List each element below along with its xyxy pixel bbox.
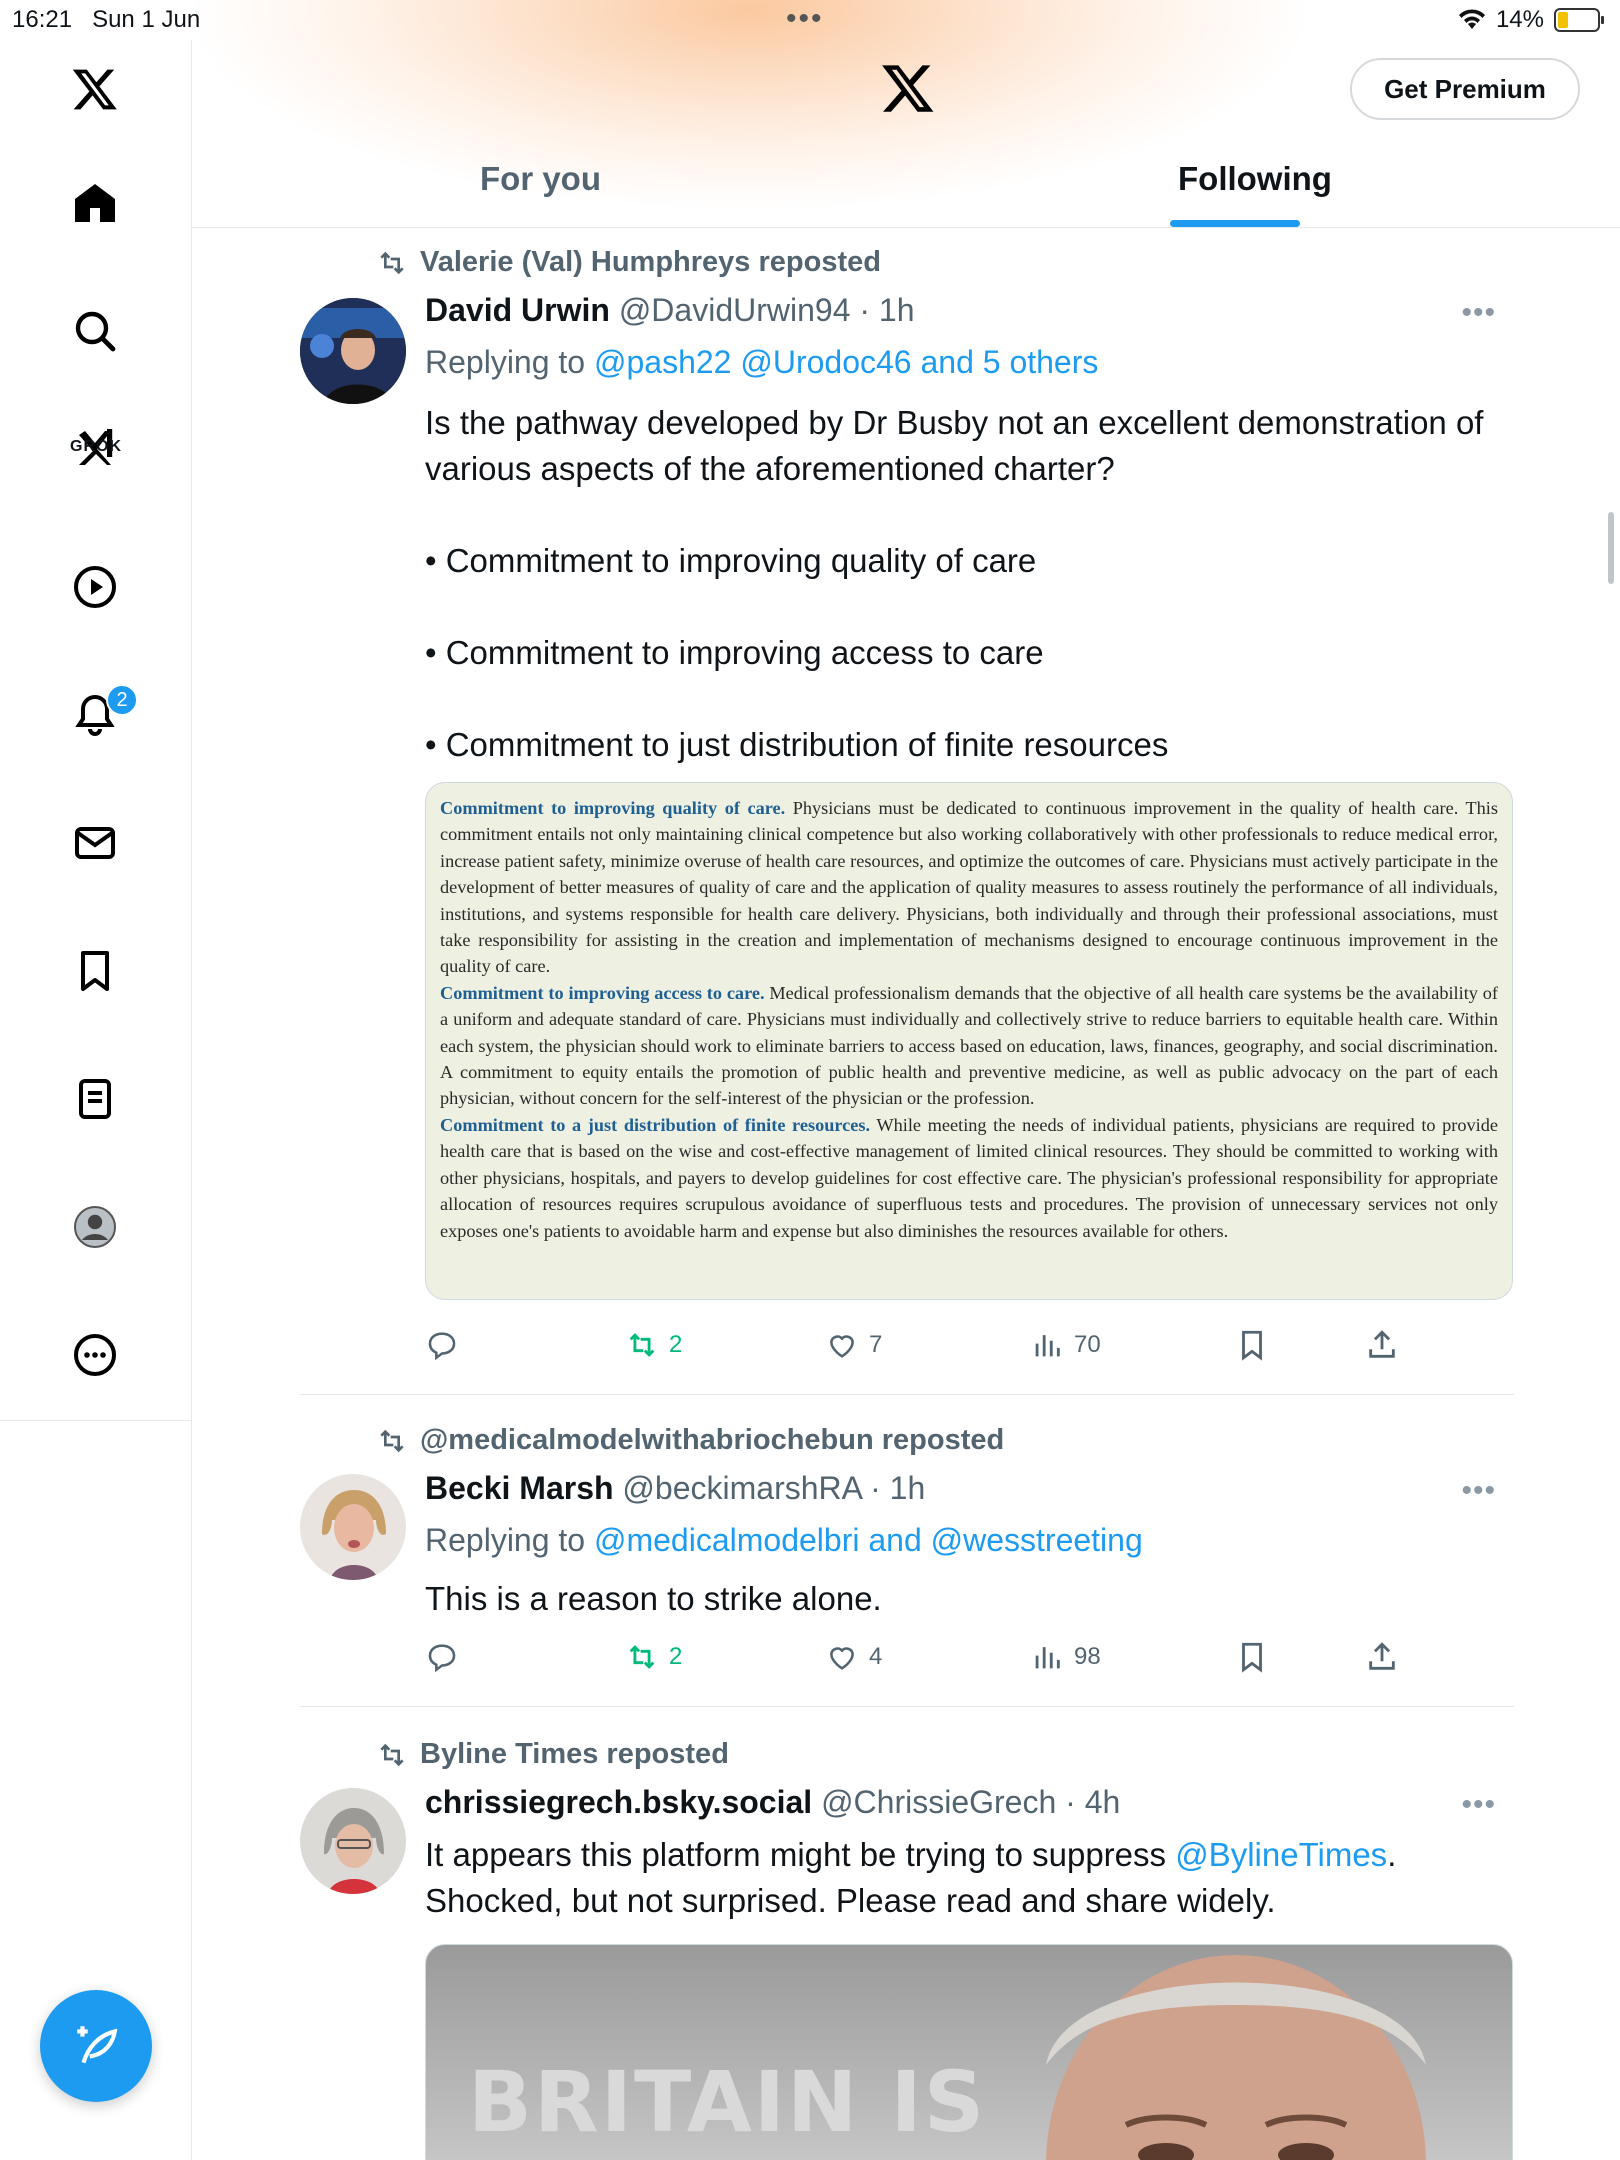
author-line [425, 1470, 925, 1507]
search-icon[interactable] [66, 302, 124, 360]
post-image[interactable] [425, 1944, 1513, 2160]
author-line [425, 292, 915, 329]
author-handle-time[interactable]: @ChrissieGrech · 4h [821, 1784, 1121, 1820]
x-logo-icon[interactable] [66, 60, 124, 118]
like-button[interactable] [825, 1640, 882, 1674]
share-icon [1365, 1640, 1399, 1674]
bullet-item: • Commitment to improving access to care [425, 634, 1044, 671]
tab-following[interactable]: Following [1178, 160, 1332, 197]
status-time: 16:21 Sun 1 Jun [12, 6, 201, 33]
repost-indicator [376, 1424, 1004, 1457]
post-text: It appears this platform might be trying to suppress @BylineTimes. [425, 1836, 1397, 1873]
repost-count: 2 [669, 1643, 683, 1670]
views-count: 70 [1074, 1331, 1101, 1358]
views-button[interactable] [1030, 1328, 1101, 1362]
heart-icon [825, 1640, 859, 1674]
post-actions [425, 1328, 1425, 1368]
status-bar [0, 0, 1620, 40]
repost-indicator [376, 1738, 729, 1771]
home-icon[interactable] [66, 174, 124, 232]
reply-button[interactable] [425, 1640, 459, 1674]
multitask-dots[interactable]: ••• [786, 2, 824, 35]
tab-for-you[interactable]: For you [480, 160, 601, 197]
compose-feather-icon [71, 2021, 121, 2071]
author-name[interactable]: Becki Marsh [425, 1470, 614, 1506]
views-count: 98 [1074, 1643, 1101, 1670]
repost-icon [625, 1640, 659, 1674]
more-icon[interactable]: ••• [1461, 1788, 1496, 1821]
reply-mentions-link[interactable]: @medicalmodelbri and @wesstreeting [593, 1522, 1143, 1558]
reply-icon [425, 1640, 459, 1674]
bookmarks-icon[interactable] [66, 942, 124, 1000]
like-button[interactable] [825, 1328, 882, 1362]
reposted-by-text: Valerie (Val) Humphreys reposted [420, 246, 881, 278]
replying-to: Replying to @medicalmodelbri and @wesstreeting [425, 1522, 1143, 1558]
grok-label: GROK [70, 438, 122, 455]
heart-icon [825, 1328, 859, 1362]
notification-badge: 2 [106, 684, 138, 716]
document-image[interactable]: Commitment to improving quality of care. Physicians must be dedicated to continuous improvement in the quality of health care. This commitment entails not only maintaining clinical competence but also working collaboratively with other professionals to reduce medical error, increase patient safety, minimize overuse of health care resources, and optimize the outcomes of care. Physicians must actively participate in the development of better measures of quality of care and the application of quality measures to assess routinely the performance of all individuals, institutions, and systems responsible for health care delivery. Physicians, both individually and through their professional associations, must take responsibility for assisting in the creation and implementation of mechanisms designed to encourage continuous improvement in the quality of care. Commitment to improving access to care. Medical professionalism demands that the objective of all health care systems be the availability of a uniform and adequate standard of care. Physicians must individually and collectively strive to reduce barriers to equitable health care. Within each system, the physician should work to eliminate barriers to access based on education, laws, finances, geography, and social discrimination. A commitment to equity entails the promotion of public health and preventive medicine, as well as public advocacy on the part of each physician, without concern for the self-interest of the physician or the profession. Commitment to a just distribution of finite resources. While meeting the needs of individual patients, physicians are required to provide health care that is based on the wise and cost-effective management of limited clinical resources. They should be committed to working with other physicians, hospitals, and payers to develop guidelines for cost effective care. The physician's professional responsibility for appropriate allocation of resources requires scrupulous avoidance of superfluous tests and procedures. The provision of unnecessary services not only exposes one's patients to avoidable harm and expense but also diminishes the resources available for others. [425, 782, 1513, 1300]
bookmark-icon [1235, 1328, 1269, 1362]
views-icon [1030, 1640, 1064, 1674]
repost-icon [376, 1741, 408, 1769]
reply-button[interactable] [425, 1328, 459, 1362]
battery-percent: 14% [1495, 6, 1544, 33]
author-handle-time[interactable]: @beckimarshRA · 1h [622, 1470, 926, 1506]
reposted-by-text: Byline Times reposted [420, 1738, 729, 1770]
post-separator [300, 1706, 1514, 1707]
wifi-icon [1458, 9, 1486, 31]
sidebar-divider [0, 1420, 192, 1421]
views-button[interactable] [1030, 1640, 1101, 1674]
like-count: 7 [869, 1331, 883, 1358]
more-icon[interactable]: ••• [1461, 296, 1496, 329]
scrollbar[interactable] [1608, 512, 1614, 584]
share-button[interactable] [1365, 1640, 1399, 1674]
replying-to: Replying to @pash22 @Urodoc46 and 5 others [425, 344, 1099, 380]
reply-icon [425, 1328, 459, 1362]
mention-link[interactable]: @BylineTimes [1175, 1836, 1388, 1873]
repost-button[interactable] [625, 1640, 682, 1674]
status-indicators [1458, 6, 1600, 34]
share-icon [1365, 1328, 1399, 1362]
image-photo [426, 1945, 1513, 2160]
post-text: This is a reason to strike alone. [425, 1580, 882, 1617]
views-icon [1030, 1328, 1064, 1362]
more-options-icon[interactable] [66, 1326, 124, 1384]
avatar-photo [300, 1788, 406, 1894]
author-name[interactable]: chrissiegrech.bsky.social [425, 1784, 813, 1820]
post-actions [425, 1640, 1425, 1680]
video-icon[interactable] [66, 558, 124, 616]
avatar-photo [300, 298, 406, 404]
repost-count: 2 [669, 1331, 683, 1358]
avatar-photo [300, 1474, 406, 1580]
avatar[interactable] [300, 1474, 406, 1580]
messages-icon[interactable] [66, 814, 124, 872]
post-david-urwin[interactable] [300, 244, 1514, 1394]
bookmark-button[interactable] [1235, 1640, 1269, 1674]
avatar[interactable] [300, 298, 406, 404]
bullet-item: • Commitment to just distribution of finite resources [425, 726, 1169, 763]
bookmark-button[interactable] [1235, 1328, 1269, 1362]
repost-button[interactable] [625, 1328, 682, 1362]
post-text: Is the pathway developed by Dr Busby not an excellent demonstration of various aspects of the aforementioned charter? [425, 404, 1484, 487]
author-name[interactable]: David Urwin [425, 292, 610, 328]
author-line [425, 1784, 1120, 1821]
repost-icon [625, 1328, 659, 1362]
post-separator [300, 1394, 1514, 1395]
avatar[interactable] [300, 1788, 406, 1894]
x-header-logo-icon[interactable] [880, 60, 936, 116]
more-icon[interactable]: ••• [1461, 1474, 1496, 1507]
post-becki-marsh[interactable] [300, 1422, 1514, 1692]
compose-post-button[interactable] [40, 1990, 152, 2102]
repost-indicator [376, 246, 881, 279]
reposted-by-text: @medicalmodelwithabriochebun reposted [420, 1424, 1005, 1456]
tab-active-indicator [1170, 220, 1300, 227]
battery-icon [1554, 8, 1600, 32]
feed-tabs [192, 150, 1620, 228]
author-handle-time[interactable]: @DavidUrwin94 · 1h [618, 292, 915, 328]
share-button[interactable] [1365, 1328, 1399, 1362]
lists-icon[interactable] [66, 1070, 124, 1128]
profile-icon[interactable] [66, 1198, 124, 1256]
bookmark-icon [1235, 1640, 1269, 1674]
bullet-item: • Commitment to improving quality of care [425, 542, 1037, 579]
like-count: 4 [869, 1643, 883, 1670]
repost-icon [376, 1427, 408, 1455]
post-text-line2: Shocked, but not surprised. Please read and share widely. [425, 1882, 1276, 1919]
reply-mentions-link[interactable]: @pash22 @Urodoc46 and 5 others [593, 344, 1099, 380]
get-premium-button[interactable]: Get Premium [1350, 58, 1580, 120]
repost-icon [376, 249, 408, 277]
image-headline: BRITAIN IS [468, 2053, 987, 2151]
